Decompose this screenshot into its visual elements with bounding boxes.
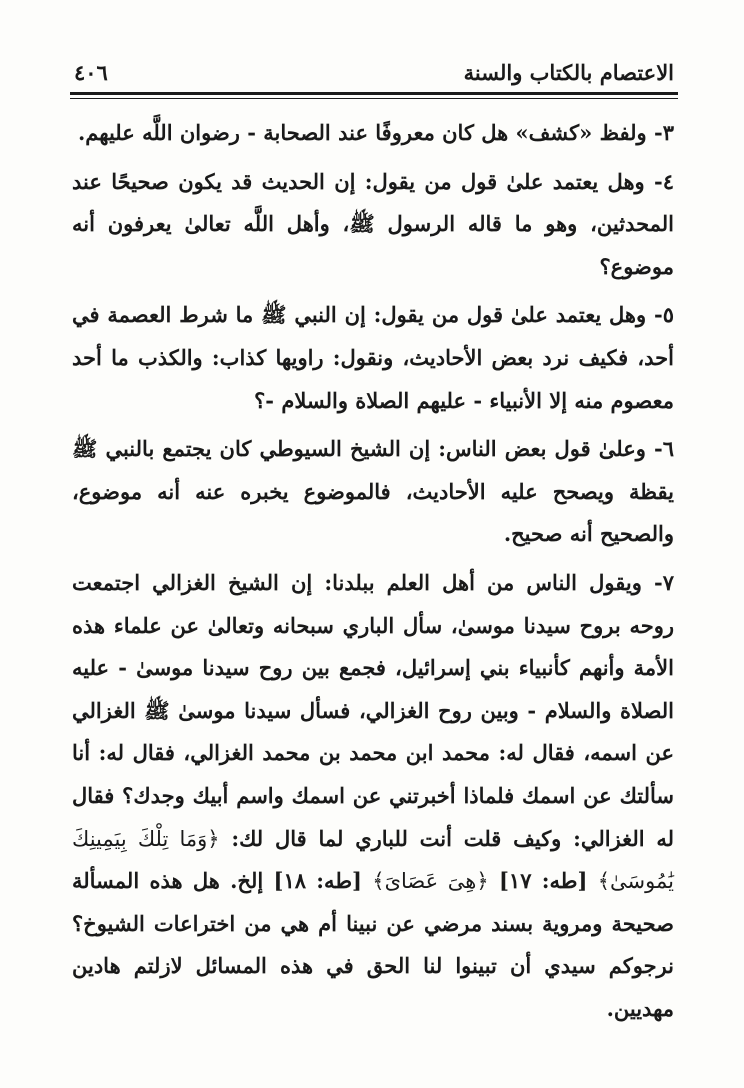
question-7 (72, 562, 674, 1031)
question-5: ٥- وهل يعتمد علىٰ قول من يقول: إن النبي ﷺ ما شرط العصمة في أحد، فكيف نرد بعض الأحاديث، ونقول: راويها كذاب: والكذب ما أحد معصوم منه إلا الأنبياء - عليهم الصلاة والسلام -؟ (72, 302, 674, 413)
verse-reference-1: [طه: ١٧] (488, 868, 598, 894)
question-7-text-before: ٧- ويقول الناس من أهل العلم ببلدنا: إن الشيخ الغزالي اجتمعت روحه بروح سيدنا موسىٰ، سأل الباري سبحانه وتعالىٰ عن علماء هذه الأمة وأنهم كأنبياء بني إسرائيل، فجمع بين روح سيدنا موسىٰ - عليه الصلاة والسلام - وبين روح الغزالي، فسأل سيدنا موسىٰ ﷺ الغزالي عن اسمه، فقال له: محمد ابن محمد بن محمد الغزالي، فقال له: أنا سألتك عن اسمك فلماذا أخبرتني عن اسمك واسم أبيك وجدك؟ فقال له الغزالي: وكيف قلت أنت للباري لما قال لك: (72, 569, 674, 851)
verse-reference-2: [طه: ١٨] (263, 868, 373, 894)
page-number: ٤٠٦ (74, 59, 108, 85)
running-title: الاعتصام بالكتاب والسنة (463, 59, 674, 85)
header-rule-thick (70, 92, 678, 95)
running-header (74, 52, 674, 92)
question-6: ٦- وعلىٰ قول بعض الناس: إن الشيخ السيوطي كان يجتمع بالنبي ﷺ يقظة ويصحح عليه الأحاديث، فالموضوع يخبره عنه أنه موضوع، والصحيح أنه صحيح. (72, 436, 674, 547)
header-rule-thin (70, 98, 678, 99)
question-7-text-after: إلخ. هل هذه المسألة صحيحة ومروية بسند مرضي عن نبينا أم هي من اختراعات الشيوخ؟ نرجوكم سيدي أن تبينوا لنا الحق في هذه المسائل لازلتم هادين مهديين. (72, 868, 674, 1021)
quran-verse-2: ﴿هِىَ عَصَاىَ﴾ (372, 869, 489, 894)
page-body (72, 112, 674, 1036)
question-4: ٤- وهل يعتمد علىٰ قول من يقول: إن الحديث قد يكون صحيحًا عند المحدثين، وهو ما قاله الرسول ﷺ، وأهل اللَّه تعالىٰ يعرفون أنه موضوع؟ (72, 168, 674, 279)
question-3: ٣- ولفظ «كشف» هل كان معروفًا عند الصحابة - رضوان اللَّه عليهم. (78, 120, 674, 145)
quran-verse-1: ﴿وَمَا تِلْكَ بِيَمِينِكَ يَٰمُوسَىٰ﴾ (72, 826, 674, 894)
